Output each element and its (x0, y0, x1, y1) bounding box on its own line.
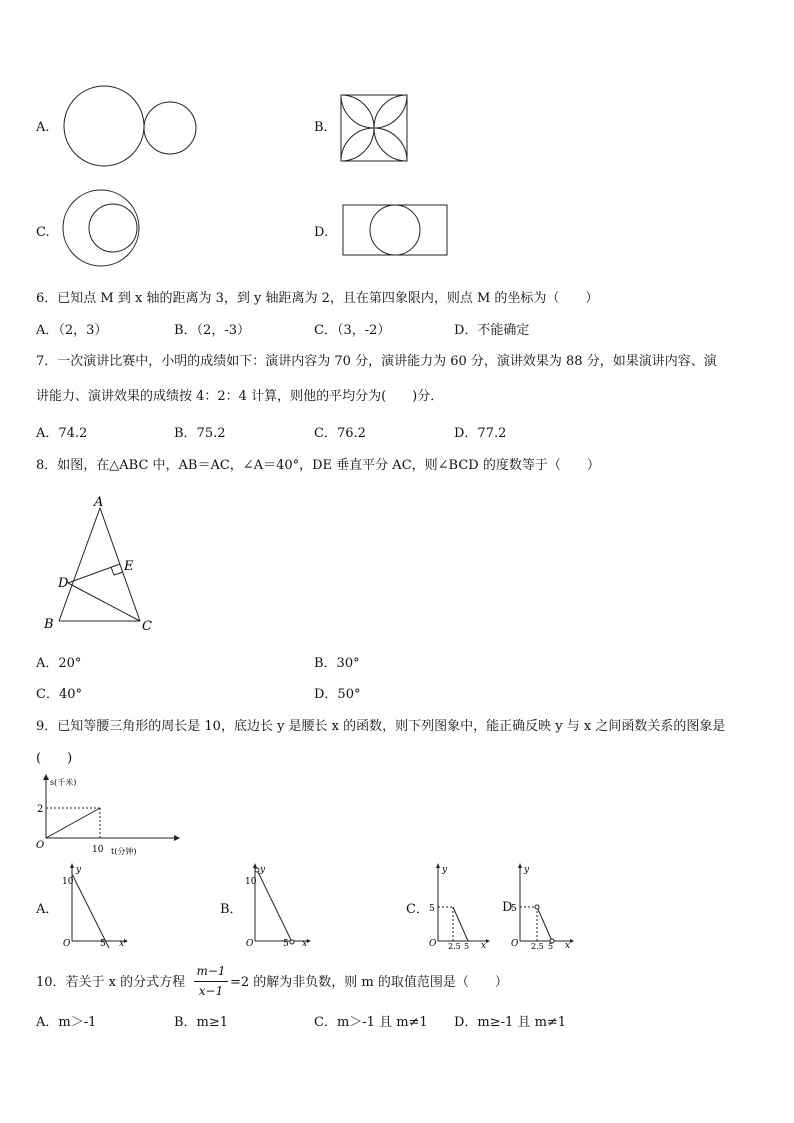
q7-option-a: A．74.2 (36, 426, 88, 441)
q7-option-b: B．75.2 (174, 426, 226, 441)
q9-option-a-graph (60, 862, 130, 950)
q9-option-c-letter: C． (406, 902, 429, 917)
q8-question: 8．如图，在△ABC 中，AB＝AC，∠A＝40°，DE 垂直平分 AC，则∠BCD 的度数等于（ ） (36, 458, 600, 473)
q6-option-a: A．（2，3） (36, 323, 108, 338)
q9-ref-origin: O (36, 840, 45, 851)
q8-label-b: B (44, 617, 54, 632)
q8-label-a: A (94, 495, 104, 510)
q10-fraction-bar (194, 981, 228, 982)
q5-option-a-letter: A. (36, 120, 50, 135)
q9-b-ylabel: y (260, 865, 266, 875)
q6-option-b: B．（2，-3） (174, 323, 250, 338)
q8-option-c: C．40° (36, 687, 82, 702)
q9-option-b-graph (243, 862, 313, 950)
q8-option-b: B．30° (314, 656, 360, 671)
q6-option-c: C．（3，-2） (314, 323, 391, 338)
q8-label-d: D (58, 576, 69, 591)
q10-question-end: =2 的解为非负数，则 m 的取值范围是（ ） (230, 975, 508, 990)
q5-figure-c (60, 188, 146, 270)
q9-d-ylabel: y (524, 865, 530, 875)
q9-option-c-graph (426, 862, 496, 950)
q9-a-origin: O (63, 939, 71, 949)
q9-d-ytick: 5 (511, 904, 517, 914)
q9-c-origin: O (429, 939, 437, 949)
q9-ref-xlabel: t(分钟) (111, 847, 137, 856)
q10-fraction-denominator: x−1 (198, 984, 224, 998)
q9-ref-ylabel: s(千米) (50, 778, 77, 787)
q9-ref-ytick: 2 (37, 804, 44, 815)
q9-a-ylabel: y (76, 865, 82, 875)
q5-option-b-letter: B. (314, 120, 328, 135)
q10-option-b: B．m≥1 (174, 1015, 229, 1030)
q6-option-d: D．不能确定 (454, 323, 530, 338)
q9-b-xlabel: x (302, 939, 308, 949)
q8-label-e: E (124, 559, 134, 574)
q7-option-c: C．76.2 (314, 426, 366, 441)
q9-d-xtick-1: 2.5 (531, 942, 544, 950)
q9-option-a-letter: A． (36, 902, 59, 917)
q9-option-d-letter: D (502, 900, 513, 915)
q10-option-c: C．m＞-1 且 m≠1 (314, 1015, 428, 1030)
q9-b-ytick: 10 (245, 877, 257, 887)
q9-a-ytick: 10 (62, 877, 74, 887)
q5-figure-d (340, 202, 450, 258)
q9-b-origin: O (246, 939, 254, 949)
q8-label-c: C (142, 619, 152, 634)
q10-question-start: 10．若关于 x 的分式方程 (36, 975, 186, 990)
q9-option-d-graph (508, 862, 578, 950)
q9-b-xtick: 5 (283, 939, 289, 949)
q9-a-xlabel: x (119, 939, 125, 949)
q9-ref-xtick: 10 (92, 845, 104, 855)
q9-d-xtick-2: 5 (548, 942, 554, 950)
q6-question: 6．已知点 M 到 x 轴的距离为 3，到 y 轴距离为 2，且在第四象限内，则点 M 的坐标为（ ） (36, 291, 599, 306)
q9-d-xlabel: x (565, 941, 571, 950)
q10-option-a: A．m＞-1 (36, 1015, 97, 1030)
q9-question-line2: ( ) (36, 751, 73, 766)
q9-reference-graph (34, 772, 184, 860)
q9-c-xlabel: x (481, 941, 487, 950)
q9-question-line1: 9．已知等腰三角形的周长是 10，底边长 y 是腰长 x 的函数，则下列图象中，能正确反映 y 与 x 之间函数关系的图象是 (36, 719, 726, 734)
q5-figure-b (338, 92, 410, 164)
q10-fraction-numerator: m−1 (196, 964, 226, 978)
q9-d-origin: O (511, 939, 519, 949)
q9-c-ytick: 5 (429, 904, 435, 914)
q5-option-c-letter: C. (36, 225, 50, 240)
q5-figure-a (58, 82, 208, 172)
q10-option-d: D．m≥-1 且 m≠1 (454, 1015, 567, 1030)
q9-c-xtick-2: 5 (464, 942, 470, 950)
q5-option-d-letter: D. (314, 225, 329, 240)
q7-question-line1: 7．一次演讲比赛中，小明的成绩如下：演讲内容为 70 分，演讲能力为 60 分，演讲效果为 88 分，如果演讲内容、演 (36, 354, 717, 369)
q8-triangle-figure (38, 490, 168, 640)
q7-option-d: D．77.2 (454, 426, 507, 441)
q9-c-xtick-1: 2.5 (448, 942, 461, 950)
q8-option-a: A．20° (36, 656, 82, 671)
q9-a-xtick: 5 (100, 939, 106, 949)
q9-c-ylabel: y (442, 865, 448, 875)
q7-question-line2: 讲能力、演讲效果的成绩按 4：2：4 计算，则他的平均分为( )分． (36, 389, 444, 404)
q8-option-d: D．50° (314, 687, 361, 702)
q9-option-b-letter: B． (220, 902, 243, 917)
